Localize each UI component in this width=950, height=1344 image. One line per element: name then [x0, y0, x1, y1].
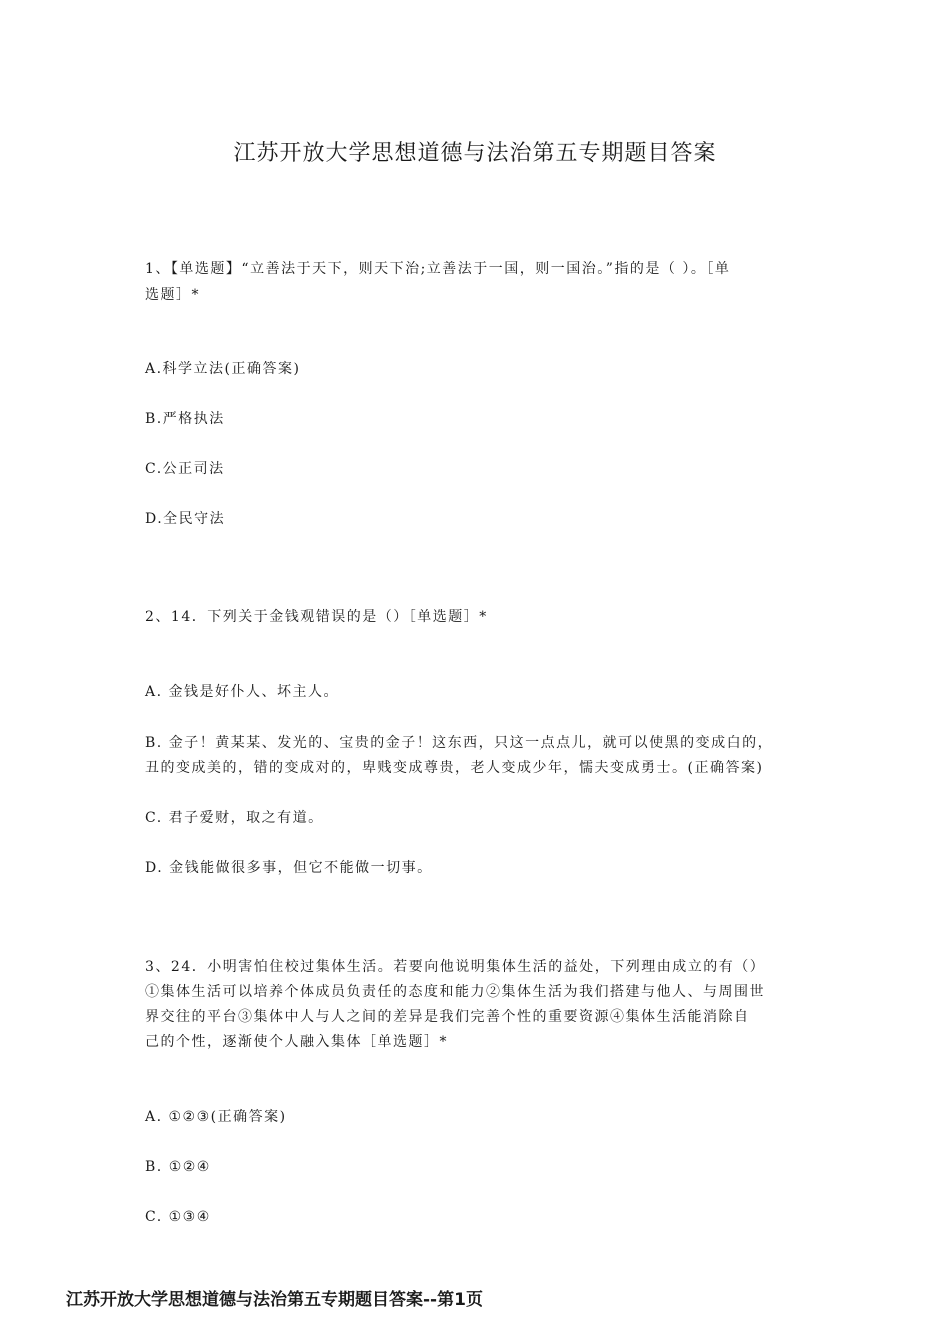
question-3-stem-line-2: ①集体生活可以培养个体成员负责任的态度和能力②集体生活为我们搭建与他人、与周围世 — [145, 984, 765, 1000]
question-3-stem-line-3: 界交往的平台③集体中人与人之间的差异是我们完善个性的重要资源④集体生活能消除自 — [145, 1009, 750, 1025]
page-footer: 江苏开放大学思想道德与法治第五专期题目答案--第1页 — [66, 1290, 483, 1310]
question-3-stem-line-1: 3、24．小明害怕住校过集体生活。若要向他说明集体生活的益处，下列理由成立的有（） — [145, 959, 766, 975]
document-title: 江苏开放大学思想道德与法治第五专期题目答案 — [233, 141, 717, 166]
question-2-option-b-line-1: B. 金子！黄某某、发光的、宝贵的金子！这东西，只这一点点儿，就可以使黑的变成白的， — [145, 735, 774, 751]
question-3-option-c: C. ①③④ — [145, 1209, 211, 1225]
question-2-stem-line-1: 2、14．下列关于金钱观错误的是（）［单选题］* — [145, 609, 488, 625]
question-1-option-a: A.科学立法(正确答案) — [145, 361, 301, 377]
question-1-option-b: B.严格执法 — [145, 411, 225, 427]
question-1-stem-line-1: 1、【单选题】“立善法于天下，则天下治;立善法于一国，则一国治。”指的是（ ）。［单 — [145, 261, 731, 277]
question-1-option-d: D.全民守法 — [145, 511, 226, 527]
question-2-option-c: C. 君子爱财，取之有道。 — [145, 810, 324, 826]
question-3-option-a: A. ①②③(正确答案) — [145, 1109, 287, 1125]
question-2-option-d: D. 金钱能做很多事，但它不能做一切事。 — [145, 860, 433, 876]
question-1-option-c: C.公正司法 — [145, 461, 225, 477]
question-3-stem-line-4: 己的个性，逐渐使个人融入集体［单选题］* — [145, 1034, 448, 1050]
question-2-option-b-line-2: 丑的变成美的，错的变成对的，卑贱变成尊贵，老人变成少年，懦夫变成勇士。(正确答案) — [145, 760, 764, 776]
question-1-stem-line-2: 选题］* — [145, 287, 200, 303]
question-2-option-a: A. 金钱是好仆人、坏主人。 — [145, 684, 340, 700]
question-3-option-b: B. ①②④ — [145, 1159, 211, 1175]
